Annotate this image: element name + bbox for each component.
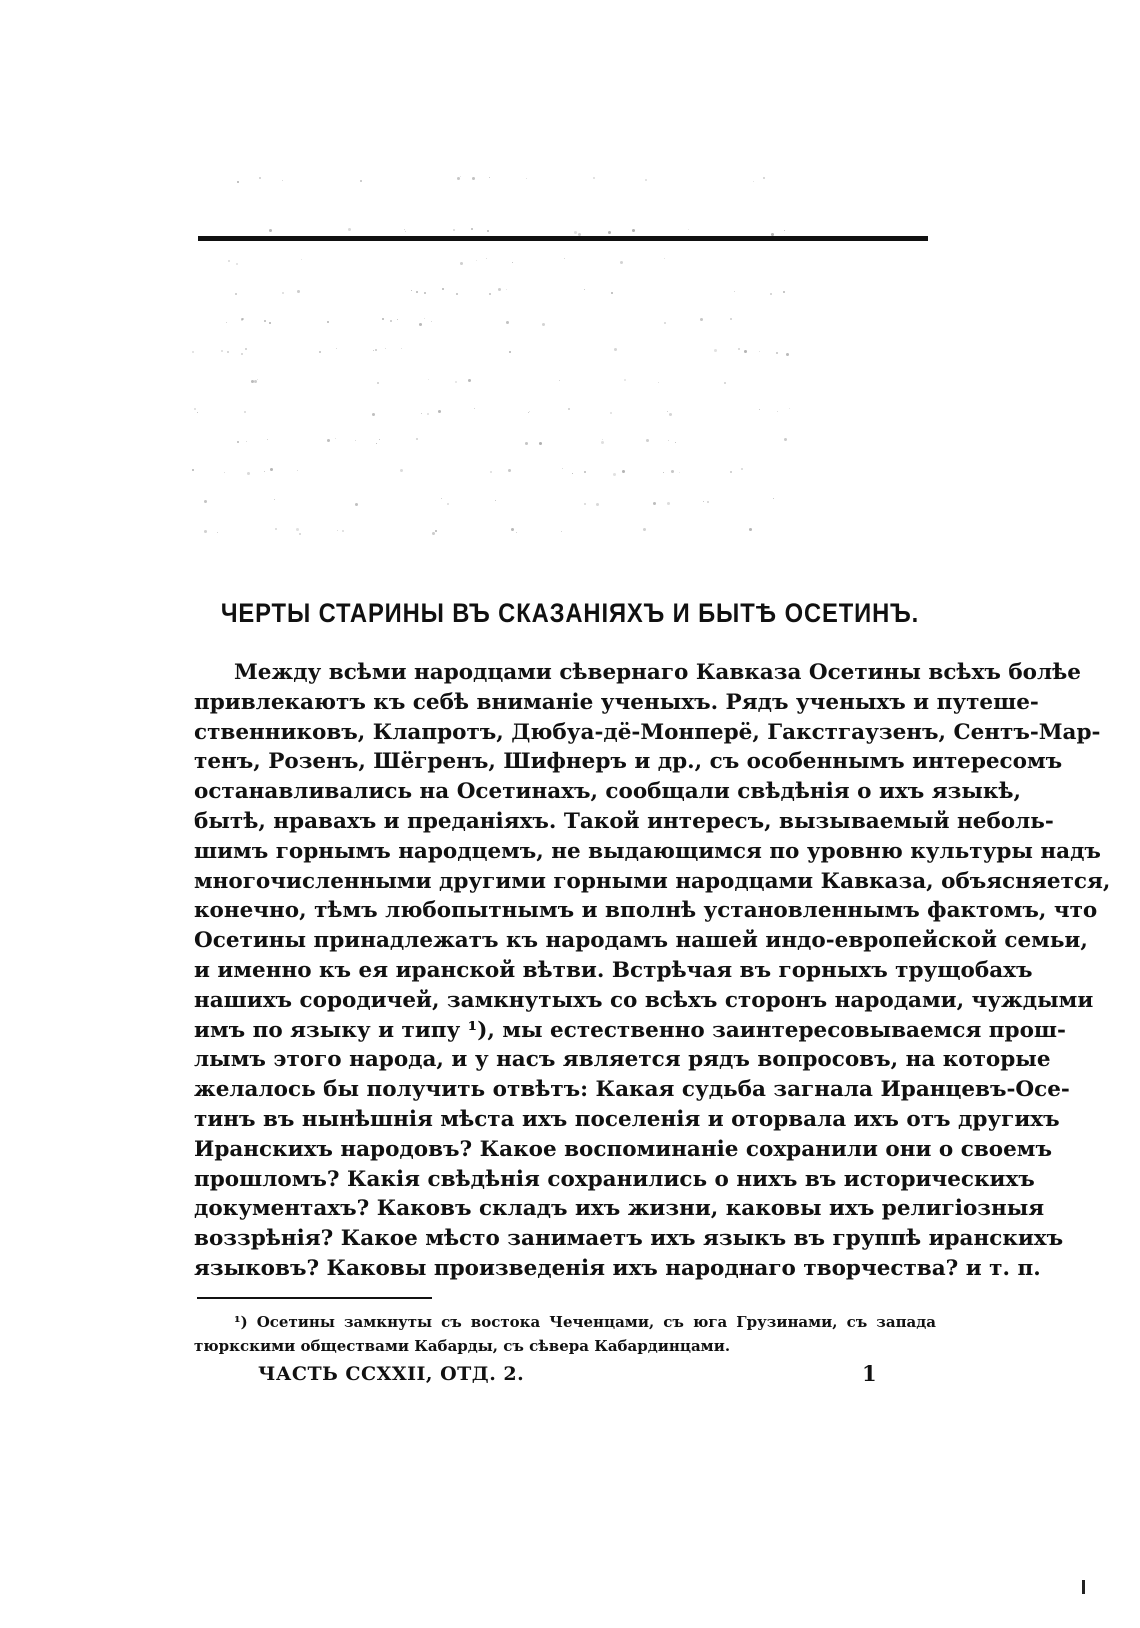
bleed-speck	[646, 439, 649, 442]
bleed-speck	[770, 293, 772, 295]
bleed-speck	[419, 323, 422, 326]
bleed-speck	[511, 528, 514, 531]
bleed-speck	[749, 528, 752, 531]
body-line: лымъ этого народа, и у насъ является рядъ вопросовъ, на которые	[194, 1047, 1051, 1073]
bleed-speck	[776, 352, 778, 354]
bleed-speck	[297, 470, 298, 471]
bleed-speck	[489, 177, 490, 178]
bleed-speck	[382, 318, 384, 320]
bleed-speck	[559, 380, 560, 381]
body-line: имъ по языку и типу ¹), мы естественно заинтересовываемся прош-	[194, 1017, 1066, 1043]
bleed-speck	[759, 351, 760, 352]
footnote-rule	[197, 1297, 432, 1299]
bleed-speck	[355, 503, 358, 506]
bleed-speck	[487, 230, 489, 232]
page-number: 1	[862, 1361, 877, 1386]
bleed-speck	[688, 229, 689, 230]
bleed-speck	[528, 412, 529, 413]
bleed-speck	[360, 180, 362, 182]
bleed-speck	[668, 440, 669, 441]
bleed-speck	[242, 318, 244, 320]
body-line: языковъ? Каковы произведенія ихъ народнаго творчества? и т. п.	[194, 1255, 1041, 1281]
bleed-speck	[335, 438, 336, 439]
bleed-speck	[561, 531, 562, 532]
bleed-speck	[282, 292, 284, 294]
bleed-speck	[614, 348, 617, 351]
bleed-speck	[667, 411, 668, 412]
bleed-speck	[643, 528, 646, 531]
bleed-speck	[435, 530, 437, 532]
bleed-speck	[438, 410, 441, 413]
bleed-speck	[401, 348, 402, 349]
body-line: конечно, тѣмъ любопытнымъ и вполнѣ установленнымъ фактомъ, что	[194, 898, 1098, 924]
bleed-speck	[759, 409, 760, 410]
body-line: шимъ горнымъ народцемъ, не выдающимся по уровню культуры надъ	[194, 838, 1101, 864]
bleed-speck	[707, 501, 709, 503]
bleed-speck	[319, 351, 321, 353]
bleed-speck	[490, 471, 492, 473]
bleed-speck	[372, 413, 375, 416]
body-line: бытѣ, нравахъ и преданіяхъ. Такой интересъ, вызываемый неболь-	[194, 808, 1054, 834]
bleed-speck	[476, 260, 477, 261]
body-line: и именно къ ея иранской вѣтви. Встрѣчая въ горныхъ трущобахъ	[194, 957, 1033, 983]
bleed-speck	[574, 231, 577, 234]
bleed-speck	[441, 498, 442, 499]
scan-artifact	[1082, 1580, 1085, 1594]
bleed-speck	[301, 259, 302, 260]
bleed-speck	[506, 321, 509, 324]
bleed-speck	[251, 380, 254, 383]
bleed-speck	[564, 258, 565, 259]
body-line: нашихъ сородичей, замкнутыхъ со всѣхъ сторонъ народами, чуждыми	[194, 987, 1094, 1013]
bleed-speck	[526, 178, 527, 179]
footnote-line: ¹) Осетины замкнуты съ востока Чеченцами, съ юга Грузинами, съ запада	[234, 1313, 936, 1331]
bleed-speck	[385, 348, 386, 349]
bleed-speck	[264, 320, 266, 322]
bleed-speck	[724, 382, 726, 384]
bleed-speck	[377, 382, 379, 384]
bleed-speck	[669, 413, 672, 416]
bleed-speck	[506, 289, 507, 290]
bleed-speck	[671, 470, 674, 473]
bleed-speck	[471, 228, 473, 230]
body-line: Иранскихъ народовъ? Какое воспоминаніе сохранили они о своемъ	[194, 1136, 1052, 1162]
bleed-speck	[282, 180, 283, 181]
bleed-speck	[784, 230, 785, 231]
bleed-speck	[337, 530, 338, 531]
bleed-speck	[602, 439, 603, 440]
bleed-speck	[529, 411, 530, 412]
bleed-speck	[427, 413, 429, 415]
bleed-speck	[254, 380, 257, 383]
bleed-speck	[730, 318, 732, 320]
bleed-speck	[783, 291, 785, 293]
bleed-speck	[241, 353, 243, 355]
bleed-speck	[789, 408, 790, 409]
bleed-speck	[245, 348, 247, 350]
bleed-speck	[442, 288, 444, 290]
body-text	[194, 658, 1111, 1284]
bleed-speck	[297, 290, 300, 293]
signature-mark: ЧАСТЬ CCXXII, ОТД. 2.	[258, 1363, 525, 1385]
bleed-speck	[197, 412, 198, 413]
bleed-speck	[562, 468, 563, 469]
bleed-speck	[257, 379, 258, 380]
bleed-speck	[730, 471, 732, 473]
bleed-speck	[679, 472, 680, 473]
bleed-speck	[664, 322, 666, 324]
bleed-speck	[431, 321, 432, 322]
bleed-speck	[246, 441, 247, 442]
bleed-speck	[498, 288, 501, 291]
bleed-speck	[741, 468, 743, 470]
bleed-speck	[274, 499, 275, 500]
bleed-speck	[714, 349, 717, 352]
bleed-speck	[424, 318, 425, 319]
bleed-speck	[457, 177, 460, 180]
bleed-speck	[269, 322, 271, 324]
bleed-speck	[453, 229, 455, 231]
bleed-speck	[468, 379, 471, 382]
body-line: ственниковъ, Клапротъ, Дюбуа-дё-Монперё, Гакстгаузенъ, Сентъ-Мар-	[194, 719, 1101, 745]
bleed-speck	[244, 411, 246, 413]
bleed-speck	[572, 473, 573, 474]
bleed-speck	[620, 261, 623, 264]
bleed-speck	[658, 382, 659, 383]
bleed-speck	[773, 498, 774, 499]
bleed-speck	[584, 471, 586, 473]
bleed-speck	[447, 503, 449, 505]
bleed-speck	[664, 258, 665, 259]
bleed-speck	[236, 263, 238, 265]
bleed-speck	[224, 472, 225, 473]
body-line: воззрѣнія? Какое мѣсто занимаетъ ихъ языкъ въ группѣ иранскихъ	[194, 1226, 1064, 1252]
bleed-speck	[267, 439, 268, 440]
bleed-speck	[753, 181, 754, 182]
bleed-speck	[269, 229, 272, 232]
bleed-speck	[432, 532, 435, 535]
bleed-speck	[375, 349, 377, 351]
body-line: привлекаютъ къ себѣ вниманіе ученыхъ. Рядъ ученыхъ и путеше-	[194, 689, 1039, 715]
bleed-speck	[404, 229, 405, 230]
bleed-speck	[228, 260, 230, 262]
bleed-speck	[264, 471, 265, 472]
body-line: документахъ? Каковъ складъ ихъ жизни, каковы ихъ религіозныя	[194, 1196, 1045, 1222]
bleed-speck	[416, 291, 418, 293]
bleed-speck	[204, 530, 207, 533]
bleed-speck	[610, 412, 612, 414]
bleed-speck	[379, 439, 380, 440]
bleed-speck	[653, 502, 656, 505]
bleed-speck	[424, 292, 426, 294]
bleed-speck	[192, 351, 194, 353]
bleed-speck	[376, 443, 377, 444]
bleed-speck	[192, 469, 194, 471]
bleed-speck	[675, 442, 676, 443]
bleed-speck	[237, 441, 239, 443]
bleed-speck	[495, 500, 496, 501]
bleed-speck	[568, 408, 570, 410]
bleed-speck	[489, 293, 491, 295]
bleed-speck	[622, 470, 625, 473]
bleed-speck	[397, 319, 398, 320]
bleed-speck	[703, 501, 704, 502]
bleed-speck	[663, 472, 664, 473]
bleed-speck	[355, 440, 356, 441]
bleed-speck	[227, 351, 229, 353]
bleed-speck	[613, 473, 616, 476]
bleed-speck	[348, 228, 351, 231]
bleed-speck	[270, 468, 273, 471]
bleed-speck	[455, 381, 457, 383]
bleed-speck	[763, 177, 765, 179]
bleed-speck	[596, 503, 599, 506]
bleed-speck	[784, 438, 787, 441]
body-line: желалось бы получить отвѣтъ: Какая судьба загнала Иранцевъ-Осе-	[194, 1077, 1070, 1103]
bleed-speck	[744, 350, 747, 353]
bleed-speck	[221, 350, 223, 352]
body-line: тинъ въ нынѣшнія мѣста ихъ поселенія и оторвала ихъ отъ другихъ	[194, 1106, 1060, 1132]
body-line: Между всѣми народцами сѣвернаго Кавказа Осетины всѣхъ болѣе	[234, 660, 1081, 685]
bleed-speck	[327, 439, 330, 442]
article-title: ЧЕРТЫ СТАРИНЫ ВЪ СКАЗАНІЯХЪ И БЫТѢ ОСЕТИНЪ.	[220, 598, 920, 628]
footnote-line: тюркскими обществами Кабарды, съ сѣвера Кабардинцами.	[194, 1337, 731, 1355]
bleed-speck	[342, 530, 344, 532]
footnote	[194, 1310, 936, 1358]
bleed-speck	[777, 411, 778, 412]
bleed-speck	[509, 351, 511, 353]
bleed-speck	[373, 350, 374, 351]
bleed-speck	[237, 181, 239, 183]
bleed-speck	[296, 528, 299, 531]
bleed-speck	[235, 293, 237, 295]
bleed-speck	[786, 353, 789, 356]
bleed-speck	[593, 177, 595, 179]
bleed-speck	[486, 258, 487, 259]
bleed-speck	[217, 532, 218, 533]
bleed-speck	[508, 469, 511, 472]
bleed-speck	[738, 348, 740, 350]
body-line: останавливались на Осетинахъ, сообщали свѣдѣнія о ихъ языкѣ,	[194, 779, 1022, 805]
bleed-speck	[734, 291, 735, 292]
bleed-speck	[516, 532, 517, 533]
bleed-speck	[247, 472, 250, 475]
bleed-speck	[456, 293, 458, 295]
bleed-speck	[421, 413, 422, 414]
bleed-speck	[259, 177, 261, 179]
bleed-speck	[299, 533, 301, 535]
bleed-speck	[194, 408, 196, 410]
bleed-speck	[460, 176, 461, 177]
bleed-speck	[512, 262, 513, 263]
bleed-speck	[700, 318, 703, 321]
bleed-speck	[645, 179, 647, 181]
bleed-speck	[327, 321, 329, 323]
body-line: прошломъ? Какія свѣдѣнія сохранились о нихъ въ историческихъ	[194, 1166, 1035, 1192]
body-line: многочисленными другими горными народцами Кавказа, объясняется,	[194, 868, 1111, 894]
bleed-speck	[608, 231, 611, 234]
bleed-speck	[204, 500, 207, 503]
bleed-speck	[584, 503, 586, 505]
bleed-speck	[474, 408, 475, 409]
bleed-speck	[539, 442, 542, 445]
bleed-speck	[601, 441, 604, 444]
bleed-speck	[226, 322, 227, 323]
bleed-speck	[336, 348, 337, 349]
header-rule	[198, 236, 928, 241]
bleed-speck	[542, 323, 545, 326]
body-line: тенъ, Розенъ, Шёгренъ, Шифнеръ и др., съ особеннымъ интересомъ	[194, 749, 1063, 775]
bleed-speck	[460, 262, 463, 265]
bleed-speck	[472, 177, 475, 180]
bleed-speck	[400, 469, 403, 472]
bleed-speck	[405, 231, 406, 232]
bleed-speck	[584, 289, 585, 290]
bleed-speck	[411, 290, 412, 291]
bleed-speck	[624, 379, 626, 381]
bleed-speck	[611, 292, 613, 294]
bleed-speck	[525, 442, 528, 445]
bleed-speck	[390, 320, 392, 322]
bleed-speck	[632, 229, 635, 232]
bleed-speck	[428, 379, 429, 380]
body-line: Осетины принадлежатъ къ народамъ нашей индо-европейской семьи,	[194, 928, 1088, 954]
bleed-speck	[416, 438, 418, 440]
bleed-speck	[275, 528, 277, 530]
bleed-speck	[667, 502, 670, 505]
